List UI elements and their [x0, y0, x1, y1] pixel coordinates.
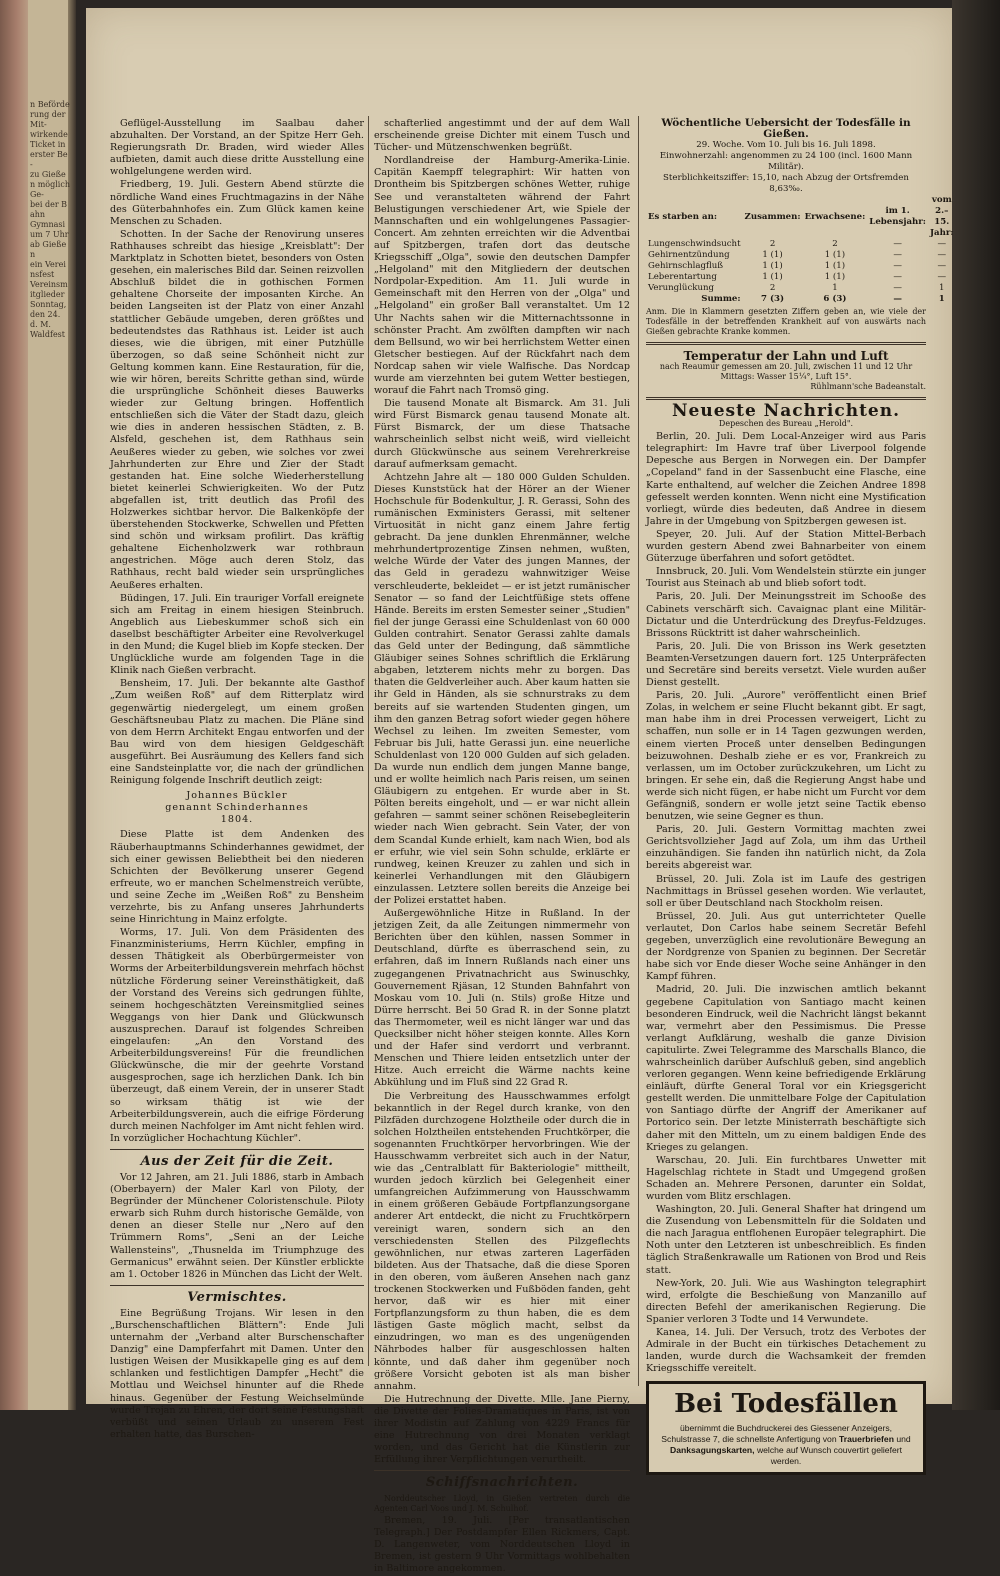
news-item: Paris, 20. Juli. Der Meinungsstreit im Schooße des Cabinets verschärft sich. Cavaignac plant eine Militär-Dictatur und die Unterdrückung des Dreyfus-Feldzuges. Brissons Rücktritt ist daher wahrscheinlich. [646, 591, 926, 639]
section-rule [646, 342, 926, 345]
previous-page-edge [0, 0, 76, 1410]
news-item: Washington, 20. Juli. General Shafter hat dringend um die Zusendung von Lebensmitteln für die Soldaten und die nach Jaragua entflohenen Europäer telegraphirt. Die Noth unter den Letzteren ist unbeschreiblich. Es finden täglich Straßenkrawalle um Rationen von Brod und Reis statt. [646, 1204, 926, 1276]
article-hausschwamm: Die Verbreitung des Hausschwammes erfolgt bekanntlich in der Regel durch kranke, von den Pilzfäden durchzogene Holztheile oder durch die in solchen Holztheilen entstehenden Fruchtkörper, die sogenannten Fruchtkörper hervorbringen. Wie der Hausschwamm verbreitet sich auch in der Natur, wie das „Centralblatt für Bakteriologie" mittheilt, wurden jedoch kürzlich bei Gelegenheit einer umfangreichen Aufzimmerung von Hausschwamm in einem größeren Gebäude Fortpflanzungsorgane anderer Art entdeckt, die nicht zu Fruchtkörpern vereinigt waren, sondern sich an den verschiedensten Stellen des Pilzgeflechts gewöhnlichen, nur etwas zarteren Lagerfäden bildeten. Aus der Thatsache, daß die diese Sporen in den oberen, vom äußeren Ansehen nach ganz trockenen Stockwerken und Fußböden fanden, geht hervor, daß wir es hier mit einer Fortpflanzungsform zu thun haben, die es dem lästigen Gaste möglich macht, selbst da einzudringen, wo man es des ungenügenden Nährbodes halber für ausgeschlossen halten könnte, und daß daher ihm gegenüber noch größere Vorsicht geboten ist als man bisher annahm. [374, 1090, 630, 1392]
news-item: Paris, 20. Juli. „Aurore" veröffentlicht einen Brief Zolas, in welchem er seine Flucht bekannt gibt. Er sagt, man habe ihm in drei Processen verweigert, Licht zu schaffen, nun solle er in 14 Tagen gezwungen werden, einem vierten Proceß unter denselben Bedingungen beizuwohnen. Deshalb ziehe er es vor, Frankreich zu verlassen, um im October zurückzukehren, um Licht zu bringen. Er sehe ein, daß die Regierung Angst habe und werde sich nicht fügen, er habe nicht um Furcht vor dem Gefängniß, sondern er wolle jetzt seine Tactik ebenso benutzen, wie seine Gegner es thun. [646, 690, 926, 823]
advertisement-box [646, 1381, 926, 1475]
news-item: Paris, 20. Juli. Gestern Vormittag machten zwei Gerichtsvollzieher Jagd auf Zola, um ihm das Urtheil einzuhändigen. Sie fanden ihn natürlich nicht, da Zola bereits abgereist war. [646, 824, 926, 872]
stats-row: Gehirnschlagfluß 1 (1) 1 (1) — — [648, 261, 947, 271]
section-heading-schiffsnachrichten: Schiffsnachrichten. [425, 1475, 579, 1491]
column-2 [374, 118, 630, 1576]
inscription-block: Johannes Bückler genannt Schinderhannes 1804. [165, 790, 309, 826]
article-hutrechnung: Die Hutrechnung der Divette. Mlle. Jane Pierny, die Divette der Folies-Dramatiques in Paris, ist von ihrer Modistin auf Zahlung von 4229 Francs für eine Hutrechnung von drei Monaten verklagt worden, und das Gericht hat die Künstlerin zur Erfüllung ihrer Verpflichtungen verurtheilt. [374, 1393, 630, 1466]
news-item: Innsbruck, 20. Juli. Vom Wendelstein stürzte ein junger Tourist aus Steinach ab und blieb sofort todt. [646, 566, 926, 590]
section-rule [374, 1470, 630, 1471]
news-item: Paris, 20. Juli. Die von Brisson ins Werk gesetzten Beamten-Versetzungen dauern fort. 125 Unterpräfecten und Secretäre sind bereits versetzt. Viele wurden außer Dienst gestellt. [646, 640, 926, 689]
article-bismarck: Die tausend Monate alt Bismarck. Am 31. Juli wird Fürst Bismarck genau tausend Monate alt. Fürst Bismarck, der um diese Thatsache wahrscheinlich selbst nicht weiß, wird vielleicht durch Glückwünsche aus seinem Verehrerkreise darauf aufmerksam gemacht. [374, 398, 630, 470]
previous-page-text-fragment: n Beförderung der Mit- wirkende Ticket in erster Be- zu Gießen möglich Ge- bei der Bahn Gymnasium 7 Uhr ab Gießen ein Vereinsfest Vereinsmitglieder Sonntag, den 24. d. M. Waldfest [30, 100, 70, 339]
column-3 [646, 117, 954, 1475]
stats-population: Einwohnerzahl: angenommen zu 24 100 (incl. 1600 Mann Militär). [659, 151, 913, 172]
temperature-text: nach Reaumur gemessen am 20. Juli, zwischen 11 und 12 Uhr Mittags: Wasser 15¼°, Luft 15°. [659, 362, 913, 382]
article-hitze-russland: Außergewöhnliche Hitze in Rußland. In der jetzigen Zeit, da alle Zeitungen nimmermehr von Berichten über den kühlen, nassen Sommer in Deutschland, dürfte es überraschend sein, zu erfahren, daß im Innern Rußlands nach einer uns zugegangenen Privatnachricht aus Swinuschky, Gouvernement Rjäsan, 12 Stunden Bahnfahrt von Moskau vom 10. Juli (n. Stils) große Hitze und Dürre herrscht. Bei 50 Grad R. in der Sonne platzt das Thermometer, weil es nicht länger war und das Quecksilber nicht höher steigen konnte. Alles Korn und der Hafer sind verdorrt und verbrannt. Menschen und Thiere leiden entsetzlich unter der Hitze. Auch erreicht die Wärme nachts keine Abkühlung und im Fluß sind 22 Grad R. [374, 908, 630, 1089]
article-schulden: Achtzehn Jahre alt — 180 000 Gulden Schulden. Dieses Kunststück hat der Hörer an der Wiener Hochschule für Bodenkultur, J. R. Gerassi, Sohn des rumänischen Exministers Gerassi, mit seltener Virtuosität in nicht ganz einem Jahre fertig gebracht. Da jene dunklen Ehrenmänner, welche mehrhundertprozentige Zinsen nehmen, wußten, welche Würde der Vater des jungen Mannes, der das Geld in geradezu wahnwitziger Weise verschleuderte, bekleidet — er ist jetzt rumänischer Senator — so fand der Leichtfüßige stets offene Hände. Bereits im ersten Semester seiner „Studien" fiel der junge Gerassi eine Schuldenlast von 60 000 Gulden contrahirt. Senator Gerassi zahlte damals das Geld unter der Bedingung, daß sämmtliche Gläubiger seines Sohnes schriftlich die Erklärung abgaben, letzterem nichts mehr zu borgen. Das thaten die Geldverleiher auch. Aber kaum hatten sie ihr Geld in Händen, als sie schnurstraks zu dem bereits auf sie wartenden Studenten gingen, um ihm den ganzen Betrag sofort wieder gegen höhere Wechsel zu leihen. Im zweiten Semester, vom Februar bis Juli, hatte Gerassi jun. eine neuerliche Schuldenlast von 120 000 Gulden auf sich geladen. Da wurde nun endlich dem jungen Manne bange, und er wollte heimlich nach Paris reisen, um seinen Gläubigern zu entgehen. Er wurde aber in St. Pölten bereits eingeholt, und — er war nicht allein gefahren — sammt seiner schönen Reisebegleiterin wieder nach Wien gebracht. Sein Vater, der von dem Scandal Kunde erhielt, kam nach Wien, bod als er erfuhr, wie viel sein Sohn schulde, erklärte er rundweg, keinen Kreuzer zu zahlen und sich in keinerlei Verhandlungen mit den Gläubigern einzulassen. Letztere sollen bereits die Anzeige bei der Polizei erstattet haben. [374, 471, 630, 906]
stats-row: Verunglückung 2 1 — 1 [648, 283, 945, 293]
article-piloty: Vor 12 Jahren, am 21. Juli 1886, starb in Ambach (Oberbayern) der Maler Karl von Piloty, der Begründer der Münchener Coloristenschule. Piloty erwarb sich Ruhm durch historische Gemälde, von denen an dieser Stelle nur „Nero auf den Trümmern Roms", „Seni an der Leiche Wallensteins", „Thusnelda im Triumphzuge des Germanicus" erwähnt seien. Der Künstler erblickte am 1. October 1826 in München das Licht der Welt. [110, 1171, 364, 1280]
ad-body: übernimmt die Buchdruckerei des Giessener Anzeigers, Schulstrasse 7, die schnellste Anfertigung von Trauerbriefen und Danksagungskarten, welche auf Wunsch couvertirt geliefert werden. [661, 1423, 911, 1467]
column-divider [638, 116, 639, 1386]
stats-header-row: Es starben an: Zusammen: Erwachsene: im 1. Lebensjahr: vom 2.–15. Jahr: [648, 195, 954, 238]
death-statistics [646, 117, 954, 337]
article-worms: Worms, 17. Juli. Von dem Präsidenten des Finanzministeriums, Herrn Küchler, empfing in dessen Thätigkeit als Oberbürgermeister von Worms der Arbeiterbildungsverein mehrfach höchst nützliche Förderung seiner Vereinsthätigkeit, daß der Vorstand des Vereins sich gedrungen fühlte, seinem hochgeschätzten Vereinsmitglied seines Weggangs von hier Dank und Glückwunsch auszusprechen. Darauf ist folgendes Schreiben eingelaufen: „An den Vorstand des Arbeiterbildungsvereins! Für die freundlichen Glückwünsche, die mir der geehrte Vorstand ausgesprochen, sage ich herzlichen Dank. Ich bin überzeugt, daß einem Verein, der in unserer Stadt so wirksam thätig ist wie der Arbeiterbildungsverein, auch die eifrige Förderung durch meinen Nachfolger im Amt nicht fehlen wird. In vorzüglicher Hochachtung Küchler". [110, 927, 364, 1144]
section-rule [646, 397, 926, 400]
news-item: Madrid, 20. Juli. Die inzwischen amtlich bekannt gegebene Capitulation von Santiago macht keinen besonderen Eindruck, weil die Nachricht längst bekannt war, vermehrt aber den Pessimismus. Die Presse verlangt Aufklärung, weshalb die ganze Division capitulirte. Zwei Telegramme des Marschalls Blanco, die wahrscheinlich darüber Aufschluß geben, sind angeblich verloren gegangen. Wenn keine befriedigende Erklärung einläuft, dürfte General Toral vor ein Kriegsgericht gestellt werden. Die unmittelbare Folge der Capitulation von Santiago dürfte der Angriff der Amerikaner auf Portorico sein. Der letzte Ministerrath beschäftigte sich daher mit den Mitteln, um zu einem baldigen Ende des Krieges zu gelangen. [646, 984, 926, 1153]
shipping-report: Bremen, 19. Juli. [Per transatlantischen Telegraph.] Der Postdampfer Ellen Rickmers, Capt. D. Langenweter, vom Norddeutschen Lloyd in Bremen, ist gestern 9 Uhr Vormittags wohlbehalten in Baltimore angekommen. [374, 1514, 630, 1574]
news-item: Kanea, 14. Juli. Der Versuch, trotz des Verbotes der Admirale in der Bucht ein türkisches Detachement zu landen, wurde durch die Wachsamkeit der fremden Kriegsschiffe vereitelt. [646, 1327, 926, 1375]
stats-table [646, 195, 956, 305]
column-1 [110, 118, 364, 1442]
stats-row: Lungenschwindsucht 2 2 — — [648, 239, 947, 249]
book-binding [0, 0, 28, 1410]
news-item: Speyer, 20. Juli. Auf der Station Mittel-Berbach wurden gestern Abend zwei Bahnarbeiter von einem Güterzuge überfahren und sofort getödtet. [646, 528, 926, 565]
news-item: Warschau, 20. Juli. Ein furchtbares Unwetter mit Hagelschlag richtete in Stadt und Umgegend großen Schaden an. Mehrere Personen, darunter ein Soldat, wurden vom Blitz erschlagen. [646, 1154, 926, 1202]
stats-sum-row: Summe: 7 (3) 6 (3) — 1 [701, 294, 945, 304]
news-item: Berlin, 20. Juli. Dem Local-Anzeiger wird aus Paris telegraphirt: Im Havre traf über Liverpool folgende Depesche aus Bergen in Norwegen ein. Der Dampfer „Copeland" fand in der Sassenbucht eine Flasche, eine Karte enthaltend, auf welcher die Zeichen Andree 1898 gefesselt werden konnten. Wenn nicht eine Mystification vorliegt, würde dies bedeuten, daß Andree in diesem Jahre in der Umgebung von Spitzbergen gewesen ist. [646, 431, 926, 527]
news-item: Brüssel, 20. Juli. Aus gut unterrichteter Quelle verlautet, Don Carlos habe seinem Secretär Befehl gegeben, unverzüglich eine revolutionäre Bewegung an der Nordgrenze von Spanien zu beginnen. Der Secretär habe sich vor Ende dieser Woche seine Anhänger in den Kampf führen. [646, 910, 926, 983]
stats-title: Wöchentliche Uebersicht der Todesfälle in Gießen. [661, 117, 911, 140]
section-rule [110, 1285, 364, 1286]
stats-week: 29. Woche. Vom 10. Juli bis 16. Juli 1898. [696, 140, 876, 150]
temperature-signature: Rühlmann'sche Badeanstalt. [810, 382, 926, 392]
news-subtitle: Depeschen des Bureau „Herold". [718, 419, 854, 429]
article-poultry-show: Geflügel-Ausstellung im Saalbau daher abzuhalten. Der Vorstand, an der Spitze Herr Geh. Regierungsrath Dr. Braden, wird wieder Alles aufbieten, damit auch diese dritte Ausstellung eine wohlgelungene werden wird. [110, 118, 364, 178]
column-divider [368, 116, 369, 1366]
article-buedingen: Büdingen, 17. Juli. Ein trauriger Vorfall ereignete sich am Freitag in einem hiesigen Steinbruch. Angeblich aus Liebeskummer schoß sich ein daselbst beschäftigter Arbeiter eine Revolverkugel in den Mund; die Kugel blieb im Kopfe stecken. Der Unglückliche wurde am folgenden Tage in die Klinik nach Gießen verbracht. [110, 592, 364, 677]
article-bensheim: Bensheim, 17. Juli. Der bekannte alte Gasthof „Zum weißen Roß" auf dem Ritterplatz wird gegenwärtig niedergelegt, um einem großen Geschäftsneubau Platz zu machen. Die Pläne sind von dem Herrn Architekt Engau entworfen und der Bau wird von dem hiesigen Geldgeschäft ausgeführt. Bei Ausräumung des Kellers fand sich eine Sandsteinplatte vor, die nach der gründlichen Reinigung folgende Inschrift deutlich zeigt: [110, 678, 364, 787]
temperature-title: Temperatur der Lahn und Luft [683, 349, 889, 363]
article-trojan-cont: schafterlied angestimmt und der auf dem Wall erscheinende greise Dichter mit einem Tusch und Tücher- und Mützenschwenken begrüßt. [374, 118, 630, 154]
news-item: Brüssel, 20. Juli. Zola ist im Laufe des gestrigen Nachmittags in Brüssel gesehen worden. Wie verlautet, soll er über Deutschland nach Stockholm reisen. [646, 873, 926, 909]
news-item: New-York, 20. Juli. Wie aus Washington telegraphirt wird, erfolgte die Beschießung von Manzanillo auf directen Befehl der amerikanischen Regierung. Die Spanier verloren 3 Todte und 14 Verwundete. [646, 1277, 926, 1325]
article-friedberg: Friedberg, 19. Juli. Gestern Abend stürzte die nördliche Wand eines Fruchtmagazins in der Nähe des Güterbahnhofes ein. Zum Glück kamen keine Menschen zu Schaden. [110, 179, 364, 227]
stats-row: Leberentartung 1 (1) 1 (1) — — [648, 272, 947, 282]
stats-rate: Sterblichkeitsziffer: 15,10, nach Abzug der Ortsfremden 8,63‰. [663, 173, 909, 194]
article-nordlandreise: Nordlandreise der Hamburg-Amerika-Linie. Capitän Kaempff telegraphirt: Wir hatten von Drontheim bis Spitzbergen schönes Wetter, ruhige See und veranstalteten während der Fahrt Belustigungen verschiedener Art, wie Spiele der Mannschaften und ein wohlgelungenes Passagier-Concert. Am zehnten erreichten wir die Adventbai auf Spitzbergen, trafen dort das deutsche Kriegsschiff „Olga", sowie den deutschen Dampfer „Helgoland" mit den Mitgliedern der deutschen Nordpolar-Expedition. Am 11. Juli wurde in Gemeinschaft mit den Herren von der „Olga" und „Helgoland" ein großer Ball veranstaltet. Um 12 Uhr Nachts sahen wir die Mitternachtssonne in schönster Pracht. Am zwölften dampften wir nach dem Bellsund, wo wir bei herrlichstem Wetter einen Gletscher bestiegen. Auf der Rückfahrt nach dem Nordcap sahen wir viele Walfische. Das Nordcap wurde am vierzehnten bei gutem Wetter bestiegen, worauf die Fahrt nach Tromsö ging. [374, 155, 630, 397]
stats-note: Anm. Die in Klammern gesetzten Ziffern geben an, wie viele der Todesfälle in der betreffenden Krankheit auf von auswärts nach Gießen gebrachte Kranke kommen. [646, 307, 926, 336]
shipping-agents: Norddeutscher Lloyd, in Gießen vertreten durch die Agenten Carl Voos und J. M. Schulhof. [374, 1493, 630, 1513]
newspaper-page [86, 8, 954, 1574]
article-schinderhannes: Diese Platte ist dem Andenken des Räuberhauptmanns Schinderhannes gewidmet, der sich einer gewissen Beliebtheit bei den niederen Schichten der Bevölkerung unserer Gegend erfreute, wo er manchen Schelmenstreich verübte, und seine Zeche im „Weißen Roß" zu Bensheim verzehrte, bis zu Anfang unseres Jahrhunderts seine Hinrichtung in Mainz erfolgte. [110, 829, 364, 926]
stats-row: Gehirnentzündung 1 (1) 1 (1) — — [648, 250, 947, 260]
article-schotten: Schotten. In der Sache der Renovirung unseres Rathhauses schreibt das hiesige „Kreisblatt": Der Marktplatz in Schotten bietet, besonders von Osten gesehen, ein malerisches Bild dar. Seinen reizvollen Abschluß bildet die in gothischen Formen gehaltene Chorseite der imposanten Kirche. An beiden Langseiten ist der Platz von einer Anzahl stattlicher Gebäude umgeben, deren größtes und bedeutendstes das Rathhaus ist. Leider ist auch dieses, wie die übrigen, mit einer Putzhülle überzogen, so daß seine Schönheit nicht zur Geltung kommen kann. Eine Restauration, für die, wie wir hören, bereits Schritte gethan sind, würde die ursprüngliche Schönheit dieses Bauwerks wieder zur Geltung bringen. Hoffentlich entschließen sich die Väter der Stadt dazu, gleich wie dies in anderen hessischen Städten, z. B. Alsfeld, geschehen ist, dem Rathhaus sein Aeußeres wieder zu geben, wie solches vor zwei Jahrhunderten zur Ehre und Zier der Stadt gestanden hat. Eine solche Wiederherstellung bietet keinerlei Schwierigkeiten. Wo der Putz abgefallen ist, tritt deutlich das Profil des Holzwerkes sichtbar hervor. Die Balkenköpfe der überstehenden Stockwerke, Schwellen und Pfetten sind schön und wirksam profilirt. Das kräftig gehaltene Eichenholzwerk war rothbraun angestrichen. Möge auch deren Stolz, das Rathhaus, recht bald wieder sein ursprüngliches Aeußeres erhalten. [110, 228, 364, 591]
ad-title: Bei Todesfällen [674, 1389, 898, 1420]
section-rule [110, 1149, 364, 1150]
book-edge-right [952, 0, 1000, 1410]
article-trojan: Eine Begrüßung Trojans. Wir lesen in den „Burschenschaftlichen Blättern": Ende Juli unternahm der „Verband alter Burschenschafter Danzig" eine Dampferfahrt mit Damen. Unter den lustigen Weisen der Musikkapelle ging es auf dem schlanken und festlichtigen Dampfer „Hecht" die Mottlau und Weichsel hinunter auf die Rhede hinaus. Gegenüber der Festung Weichselmünde wurde Trojan zu Ehren, der dort seine Festungshaft verbüßt und seinen Urlaub zu unserem Fest erhalten hatte, das Burschen- [110, 1307, 364, 1440]
section-heading-zeit: Aus der Zeit für die Zeit. [140, 1153, 334, 1169]
news-title: Neueste Nachrichten. [671, 401, 901, 422]
section-heading-vermischtes: Vermischtes. [187, 1289, 287, 1305]
